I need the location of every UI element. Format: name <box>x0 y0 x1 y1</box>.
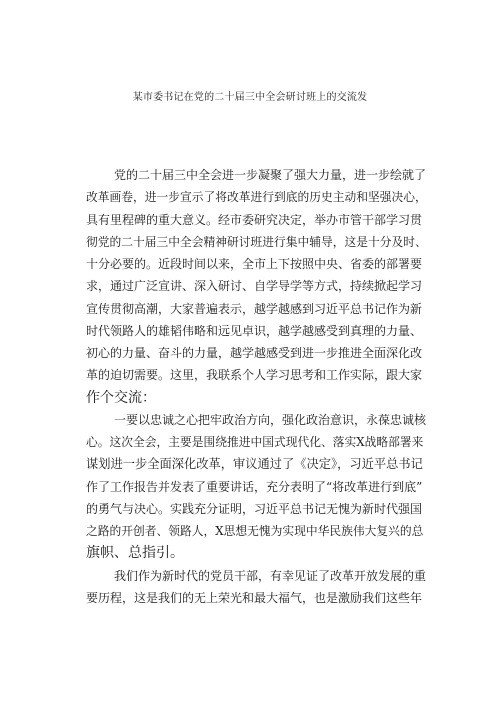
body-line: 求，通过广泛宣讲、深入研讨、自学导学等方式，持续掀起学习 <box>86 279 423 294</box>
body-line: 作个交流： <box>86 389 156 406</box>
body-line: 党的二十届三中全会进一步凝聚了强大力量，进一步绘就了 <box>114 168 427 182</box>
body-line: 之路的开创者、领路人，X思想无愧为实现中华民族伟大复兴的总 <box>86 524 424 538</box>
body-line: 心。这次全会，主要是围绕推进中国式现代化、落实X战略部署来 <box>86 435 424 449</box>
body-line: 彻党的二十届三中全会精神研讨班进行集中辅导，这是十分及时、 <box>86 234 427 249</box>
body-line: 要历程，这是我们的无上荣光和最大福气，也是激励我们这些年 <box>86 590 423 605</box>
body-line: 的勇气与决心。实践充分证明，习近平总书记无愧为新时代强国 <box>86 501 423 516</box>
body-line: 革的迫切需要。这里，我联系个人学习思考和工作实际，跟大家 <box>86 368 423 383</box>
body-line: 我们作为新时代的党员干部，有幸见证了改革开放发展的重 <box>114 568 427 583</box>
body-line: 作了工作报告并发表了重要讲话，充分表明了“将改革进行到底” <box>86 479 423 494</box>
body-line: 宣传贯彻高潮，大家普遍表示，越学越感到习近平总书记作为新 <box>86 301 423 316</box>
body-line: 旗帜、总指引。 <box>86 545 184 562</box>
document-title: 某市委书记在党的二十届三中全会研讨班上的交流发 <box>132 92 368 103</box>
body-line: 时代领路人的雄韬伟略和远见卓识，越学越感受到真理的力量、 <box>86 323 423 338</box>
body-line: 十分必要的。近段时间以来，全市上下按照中央、省委的部署要 <box>86 257 423 271</box>
document-body <box>86 164 426 609</box>
body-line: 改革画卷，进一步宣示了将改革进行到底的历史主动和坚强决心， <box>86 190 427 205</box>
body-line: 具有里程碑的重大意义。经市委研究决定，举办市管干部学习贯 <box>86 212 423 227</box>
body-line: 初心的力量、奋斗的力量，越学越感受到进一步推进全面深化改 <box>86 346 423 360</box>
body-line: 谋划进一步全面深化改革，审议通过了《决定》，习近平总书记 <box>86 457 423 472</box>
body-line: 一要以忠诚之心把牢政治方向，强化政治意识，永葆忠诚核 <box>114 412 427 427</box>
